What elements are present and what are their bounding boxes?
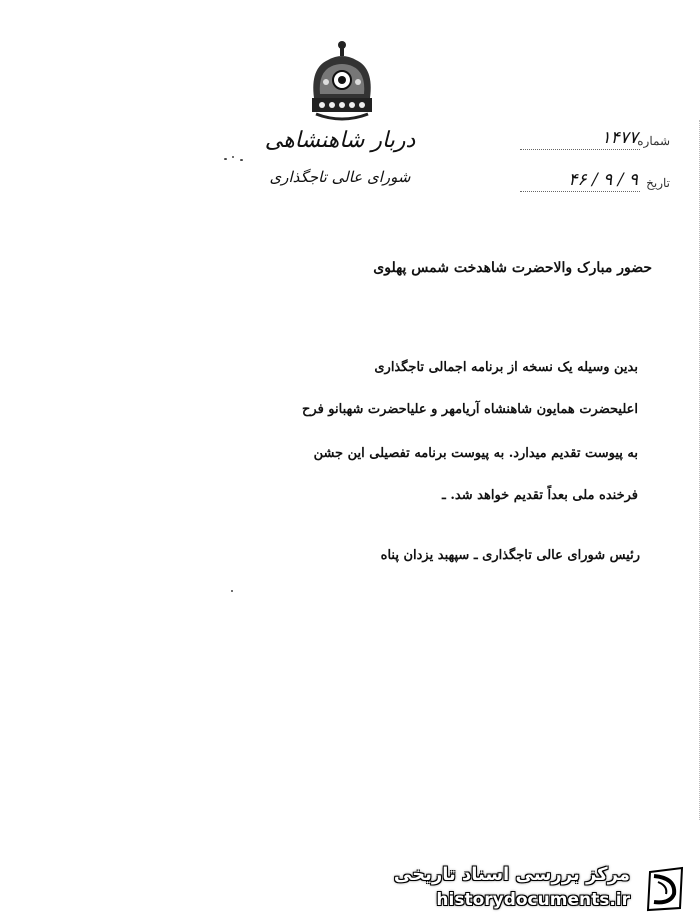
body-line-4: فرخنده ملی بعداً تقدیم خواهد شد. ـ — [442, 488, 638, 503]
body-line-1: بدین وسیله یک نسخه از برنامه اجمالی تاجگذاری — [374, 360, 638, 375]
date-label: تاریخ — [646, 176, 670, 190]
scan-speck — [224, 158, 227, 160]
scan-speck — [240, 159, 243, 161]
court-name-heading: دربار شاهنشاهی — [264, 128, 416, 153]
pahlavi-crown-icon — [302, 38, 382, 126]
reference-date-row — [520, 170, 670, 196]
number-label: شماره — [637, 134, 670, 148]
scan-speck — [231, 590, 233, 592]
reference-number-row — [520, 128, 670, 154]
number-dotted-line — [520, 149, 640, 150]
signature-line: رئیس شورای عالی تاجگذاری ـ سپهبد یزدان پناه — [380, 548, 640, 563]
addressee-line: حضور مبارک والاحضرت شاهدخت شمس پهلوی — [373, 260, 652, 276]
council-name-heading: شورای عالی تاجگذاری — [269, 168, 411, 186]
watermark-url: historydocuments.ir — [436, 890, 630, 910]
scan-edge-mark — [685, 120, 700, 820]
body-line-3: به پیوست تقدیم میدارد. به پیوست برنامه تفصیلی این جشن — [313, 446, 638, 461]
watermark-title: مرکز بررسی اسناد تاریخی — [393, 864, 630, 885]
date-value: ۹ / ۹ / ۴۶ — [568, 170, 638, 190]
archive-watermark — [393, 858, 690, 916]
number-value: ۱۴۷۷ — [601, 128, 638, 148]
archive-logo-icon — [640, 864, 690, 914]
date-dotted-line — [520, 191, 640, 192]
scan-speck — [232, 156, 234, 158]
body-line-2: اعلیحضرت همایون شاهنشاه آریامهر و علیاحضرت شهبانو فرح — [302, 402, 638, 417]
